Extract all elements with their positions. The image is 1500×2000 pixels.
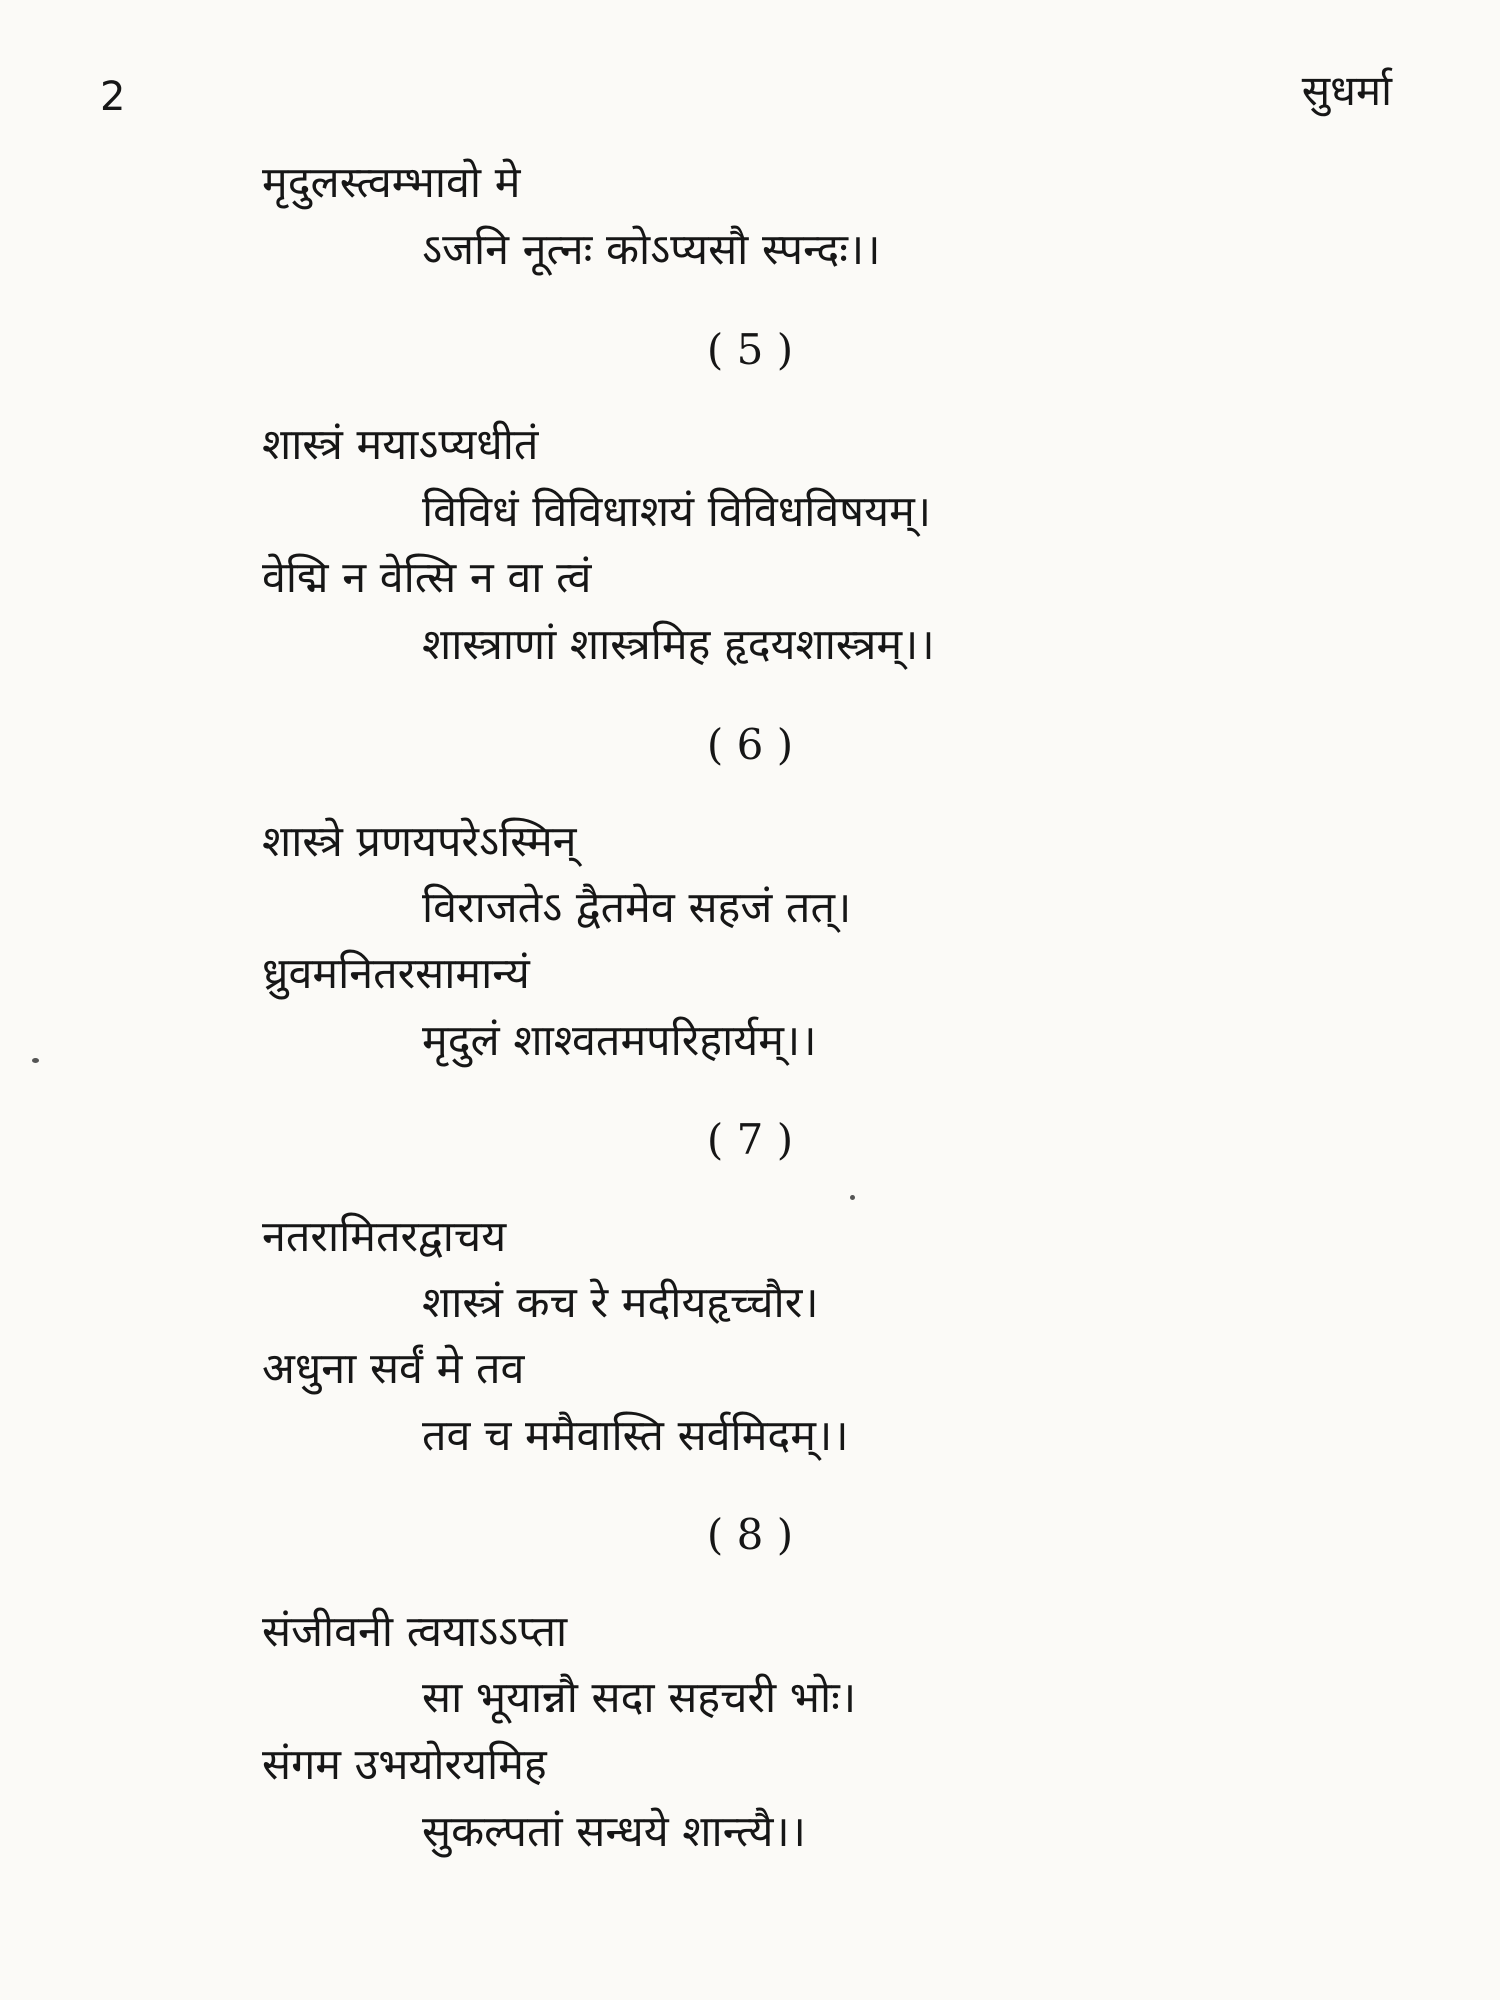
verse-number: ( 7 )	[706, 1115, 794, 1164]
verse-line: ऽजनि नूत्नः कोऽप्यसौ स्पन्दः।।	[422, 225, 881, 275]
verse-line: वेद्मि न वेत्सि न वा त्वं	[262, 553, 592, 603]
verse-line: मृदुलं शाश्वतमपरिहार्यम्।।	[422, 1016, 817, 1066]
verse-line: सुकल्पतां सन्धये शान्त्यै।।	[422, 1807, 806, 1857]
verse-line: नतरामितरद्वाचय	[262, 1212, 507, 1262]
paper-speck	[850, 1195, 855, 1200]
verse-line: शास्त्रं कच रे मदीयहृच्चौर।	[422, 1278, 819, 1328]
page-number: 2	[100, 74, 126, 120]
paper-speck	[32, 1058, 39, 1063]
verse-line: सा भूयान्नौ सदा सहचरी भोः।	[422, 1673, 857, 1723]
verse-line: ध्रुवमनितरसामान्यं	[262, 949, 530, 999]
verse-line: शास्त्राणां शास्त्रमिह हृदयशास्त्रम्।।	[422, 620, 935, 670]
verse-line: मृदुलस्त्वम्भावो मे	[262, 158, 521, 208]
running-head: सुधर्मा	[1301, 66, 1392, 115]
verse-number: ( 6 )	[706, 720, 794, 769]
verse-line: संगम उभयोरयमिह	[262, 1740, 547, 1790]
verse-number: ( 8 )	[706, 1510, 794, 1559]
verse-line: शास्त्रं मयाऽप्यधीतं	[262, 420, 539, 470]
verse-line: विराजतेऽ द्वैतमेव सहजं तत्।	[422, 883, 852, 933]
verse-number: ( 5 )	[706, 325, 794, 374]
verse-line: संजीवनी त्वयाऽऽप्ता	[262, 1607, 568, 1657]
verse-line: अधुना सर्वं मे तव	[262, 1344, 525, 1394]
verse-line: शास्त्रे प्रणयपरेऽस्मिन्	[262, 817, 577, 867]
verse-line: विविधं विविधाशयं विविधविषयम्।	[422, 487, 932, 537]
verse-line: तव च ममैवास्ति सर्वमिदम्।।	[422, 1411, 849, 1461]
